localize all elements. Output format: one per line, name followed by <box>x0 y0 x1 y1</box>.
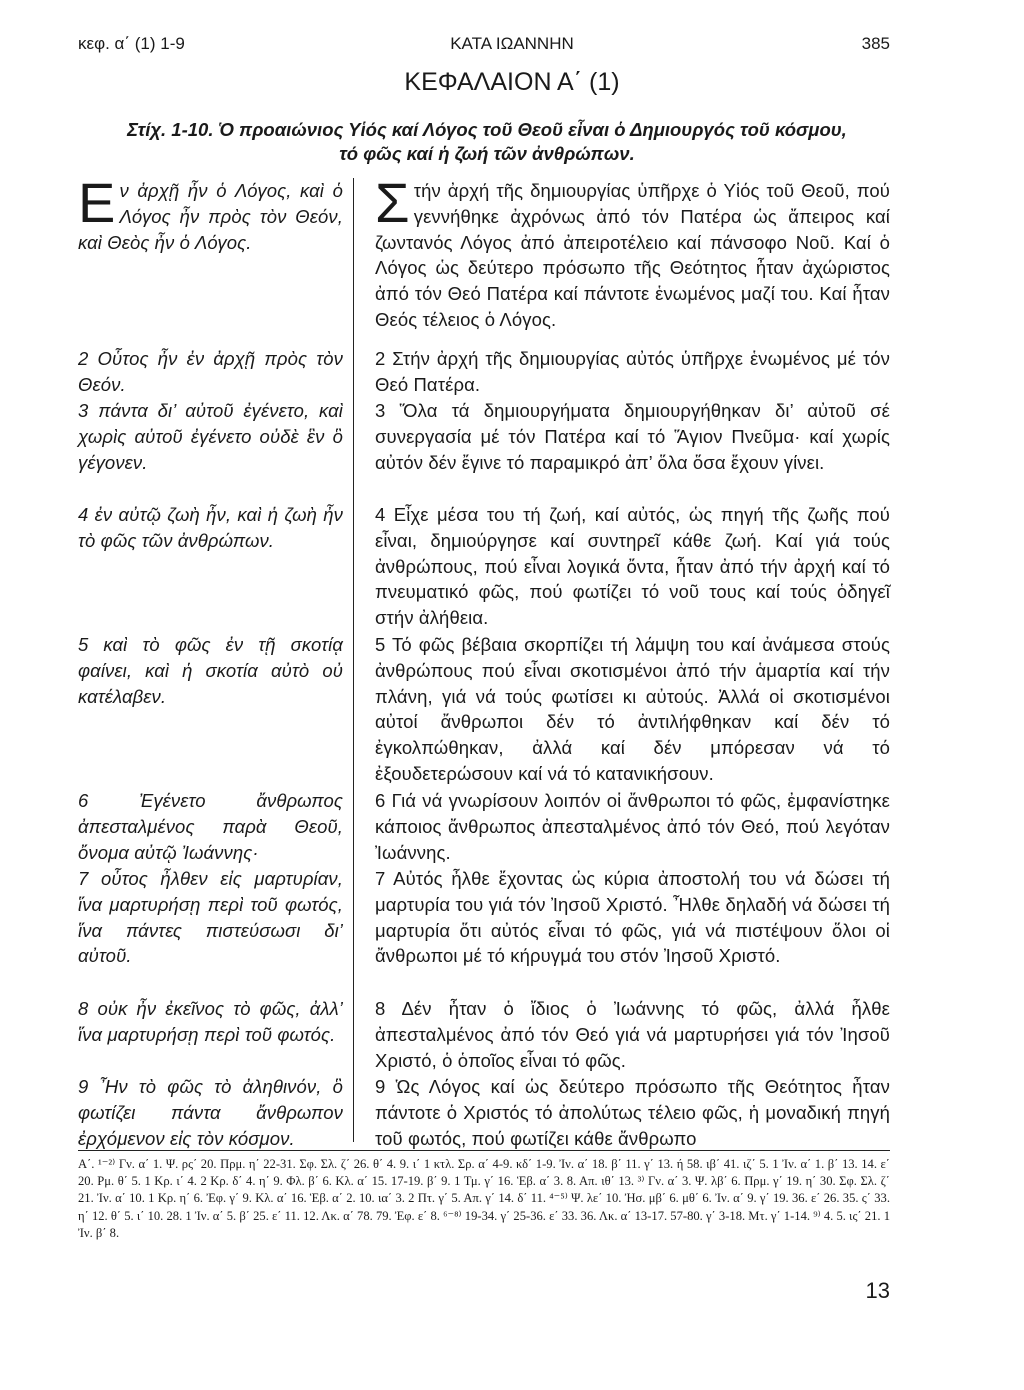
footnote-rule <box>78 1150 890 1151</box>
translation-verse-3: 3 Ὅλα τά δημιουργήματα δημιουργήθηκαν δι’ αὐτοῦ σέ συνεργασία μέ τόν Πατέρα καί τό Ἅγιον Πνεῦμα· καί χωρίς αὐτόν δέν ἔγινε τό παραμικρό ἀπ’ ὅλα ὅσα ἔχουν γίνει. <box>375 400 890 473</box>
translation-verse-6: 6 Γιά νά γνωρίσουν λοιπόν οἱ ἄνθρωποι τό φῶς, ἐμφανίστηκε κάποιος ἄνθρωπος ἀπεσταλμένος ἀπό τόν Θεό, πού λεγόταν Ἰωάννης. <box>375 790 890 863</box>
greek-text-verse-2: 2 Οὗτος ἦν ἐν ἀρχῇ πρὸς τὸν Θεόν. <box>78 348 343 395</box>
greek-text-verse-6: 6 Ἐγένετο ἄνθρωπος ἀπεσταλμένος παρὰ Θεοῦ, ὄνομα αὐτῷ Ἰωάννης· <box>78 790 343 863</box>
drop-cap-translation: Σ <box>375 171 410 234</box>
translation-verse-4: 4 Εἶχε μέσα του τή ζωή, καί αὐτός, ὡς πηγή τῆς ζωῆς πού εἶναι, δημιούργησε καί συντηρεῖ κάθε ζωή. Καί γιά τούς ἀνθρώπους, πού εἶναι λογικά ὄντα, ἦταν ἀπό τήν ἀρχή καί τό πνευματικό φῶς, πού φωτίζει τό νοῦ τους καί τούς ὁδηγεῖ στήν ἀλήθεια. <box>375 504 890 629</box>
verse-row <box>78 996 890 1074</box>
greek-text-verse-1 <box>78 171 353 255</box>
greek-verse-text: ν ἀρχῇ ἦν ὁ Λόγος, καὶ ὁ Λόγος ἦν πρὸς τὸν Θεόν, καὶ Θεὸς ἦν ὁ Λόγος. <box>78 180 343 253</box>
translation-verse-8: 8 Δέν ἦταν ὁ ἴδιος ὁ Ἰωάννης τό φῶς, ἀλλά ἦλθε ἀπεσταλμένος ἀπό τόν Θεό γιά νά μαρτυρήσει γιά τόν Ἰησοῦ Χριστό, ὁ ὁποῖος εἶναι τό φῶς. <box>375 998 890 1071</box>
greek-text-verse-7: 7 οὗτος ἦλθεν εἰς μαρτυρίαν, ἵνα μαρτυρήσῃ περὶ τοῦ φωτός, ἵνα πάντες πιστεύσωσι δι’ αὐτοῦ. <box>78 868 343 967</box>
greek-text-verse-5: 5 καὶ τὸ φῶς ἐν τῇ σκοτίᾳ φαίνει, καὶ ἡ σκοτία αὐτὸ οὐ κατέλαβεν. <box>78 634 343 707</box>
greek-text-verse-3: 3 πάντα δι’ αὐτοῦ ἐγένετο, καὶ χωρὶς αὐτοῦ ἐγένετο οὐδὲ ἓν ὃ γέγονεν. <box>78 400 343 473</box>
verse-row <box>78 398 890 502</box>
verse-row <box>78 346 890 398</box>
drop-cap-greek: Ε <box>78 171 116 234</box>
section-heading-line1: Στίχ. 1-10. Ὁ προαιώνιος Υἱός καί Λόγος τοῦ Θεοῦ εἶναι ὁ Δημιουργός τοῦ κόσμου, <box>127 119 847 140</box>
running-header-left: κεφ. α΄ (1) 1-9 <box>78 34 185 53</box>
verse-row <box>78 171 890 346</box>
greek-text-verse-9: 9 Ἦν τὸ φῶς τὸ ἀληθινόν, ὃ φωτίζει πάντα ἄνθρωπον ἐρχόμενον εἰς τὸν κόσμον. <box>78 1076 343 1149</box>
section-heading-line2: τό φῶς καί ἡ ζωή τῶν ἀνθρώπων. <box>339 143 635 164</box>
verse-row <box>78 1074 890 1152</box>
translation-verse-7: 7 Αὐτός ἦλθε ἔχοντας ὡς κύρια ἀποστολή του νά δώσει τή μαρτυρία του γιά τόν Ἰησοῦ Χριστό. Ἦλθε δηλαδή νά δώσει τή μαρτυρία ὅτι αὐτός εἶναι τό φῶς, γιά νά πιστέψουν ὅλοι οἱ ἄνθρωποι μέ τό κήρυγμά του στόν Ἰησοῦ Χριστό. <box>375 868 890 967</box>
page-number: 13 <box>865 1278 890 1303</box>
verse-row <box>78 632 890 788</box>
translation-verse-2: 2 Στήν ἀρχή τῆς δημιουργίας αὐτός ὑπῆρχε ἑνωμένος μέ τόν Θεό Πατέρα. <box>375 348 890 395</box>
greek-text-verse-8: 8 οὐκ ἦν ἐκεῖνος τὸ φῶς, ἀλλ’ ἵνα μαρτυρήσῃ περὶ τοῦ φωτός. <box>78 998 343 1045</box>
translation-verse-9: 9 Ὡς Λόγος καί ὡς δεύτερο πρόσωπο τῆς Θεότητος ἦταν πάντοτε ὁ Χριστός τό ἀπολύτως τέλειο φῶς, ἡ μοναδική πηγή τοῦ φωτός, πού φωτίζει κάθε ἄνθρωπο <box>375 1076 890 1149</box>
verse-row <box>78 788 890 866</box>
greek-text-verse-4: 4 ἐν αὐτῷ ζωὴ ἦν, καὶ ἡ ζωὴ ἦν τὸ φῶς τῶν ἀνθρώπων. <box>78 504 343 551</box>
section-heading <box>60 118 914 166</box>
verse-row <box>78 866 890 996</box>
running-header-page: 385 <box>861 34 890 53</box>
translation-verse-text: τήν ἀρχή τῆς δημιουργίας ὑπῆρχε ὁ Υἱός τοῦ Θεοῦ, πού γεννήθηκε ἀχρόνως ἀπό τόν Πατέρα ὡς ἄπειρος καί ζωντανός Λόγος ἀπό ἀπειροτέλειο καί πάνσοφο Νοῦ. Καί ὁ Λόγος ὡς δεύτερο πρόσωπο τῆς Θεότητος ἦταν ἀχώριστος ἀπό τόν Θεό Πατέρα καί πάντοτε ἑνωμένος μαζί του. Καί ἦταν Θεός τέλειος ὁ Λόγος. <box>375 180 890 330</box>
verse-row <box>78 502 890 632</box>
running-header-title: ΚΑΤΑ ΙΩΑΝΝΗΝ <box>450 34 574 53</box>
chapter-title: ΚΕΦΑΛΑΙΟΝ Α΄ (1) <box>404 68 620 96</box>
footnote-references: Α΄. ¹⁻²⁾ Γν. α΄ 1. Ψ. ρς΄ 20. Πρμ. η΄ 22-31. Σφ. Σλ. ζ΄ 26. θ΄ 4. 9. ι΄ 1 κτλ. Σρ. α΄ 4-9. κδ΄ 1-9. Ἰν. α΄ 18. β΄ 11. γ΄ 13. ή 58. ιβ΄ 41. ιζ΄ 5. 1 Ἰν. α΄ 1. β΄ 13. 14. ε΄ 20. Ρμ. θ΄ 5. 1 Κρ. ι΄ 4. 2 Κρ. δ΄ 4. η΄ 9. Φλ. β΄ 6. Κλ. α΄ 15. 17-19. β΄ 9. 1 Τμ. γ΄ 16. Ἑβ. α΄ 3. 8. Απ. ιθ΄ 13. ³⁾ Γν. α΄ 3. Ψ. λβ΄ 6. Πρμ. γ΄ 19. η΄ 30. Σφ. Σλ. ζ΄ 21. Ἰν. α΄ 10. 1 Κρ. η΄ 6. Ἐφ. γ΄ 9. Κλ. α΄ 16. Ἑβ. α΄ 2. 10. ια΄ 3. 2 Πτ. γ΄ 5. Απ. γ΄ 14. δ΄ 11. ⁴⁻⁵⁾ Ψ. λε΄ 10. Ἠσ. μβ΄ 6. μθ΄ 6. Ἰν. α΄ 9. γ΄ 19. 36. ε΄ 26. 35. ς΄ 33. η΄ 12. θ΄ 5. ι΄ 10. 28. 1 Ἰν. α΄ 5. β΄ 25. ε΄ 11. 12. Λκ. α΄ 78. 79. Ἐφ. ε΄ 8. ⁶⁻⁸⁾ 19-34. γ΄ 25-36. ε΄ 33. 36. Λκ. α΄ 13-17. 57-80. γ΄ 3-18. Μτ. γ΄ 1-14. ⁹⁾ 4. 5. ις΄ 21. 1 Ἰν. β΄ 8. <box>78 1157 890 1240</box>
verse-columns <box>78 171 890 1149</box>
translation-verse-1 <box>353 171 890 333</box>
translation-verse-5: 5 Τό φῶς βέβαια σκορπίζει τή λάμψη του καί ἀνάμεσα στούς ἀνθρώπους πού εἶναι σκοτισμένοι ἀπό τήν ἁμαρτία καί τήν πλάνη, γιά νά τούς φωτίσει κι αὐτούς. Ἀλλά οἱ σκοτισμένοι αὐτοί ἄνθρωποι δέν τό ἀντιλήφθηκαν καί δέν τό ἐγκολπώθηκαν, ἀλλά καί δέν μπόρεσαν νά τό ἐξουδετερώσουν καί νά τό κατανικήσουν. <box>375 634 890 784</box>
